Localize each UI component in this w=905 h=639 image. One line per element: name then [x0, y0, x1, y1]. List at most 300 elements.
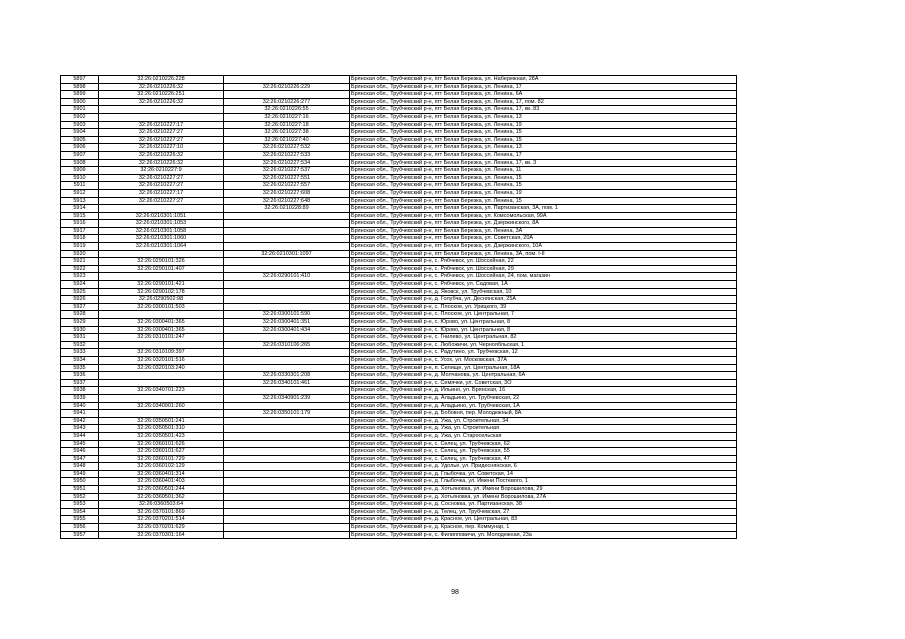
address-cell: Брянская обл., Трубчевский р-н, д. Бобовня, пер. Молодежный, 8А — [350, 410, 737, 418]
table-row — [61, 432, 737, 440]
address-cell: Брянская обл., Трубчевский р-н, пгт Белая Березка, ул. Ленина, 15 — [350, 136, 737, 144]
table-row — [61, 356, 737, 364]
address-cell: Брянская обл., Трубчевский р-н, пгт Белая Березка, ул. Ленина, 6А — [350, 91, 737, 99]
land-cadastral-number-cell — [99, 106, 224, 114]
building-cadastral-number-cell — [224, 334, 350, 342]
address-cell: Брянская обл., Трубчевский р-н, с. Рябчевск, ул. Шоссейная, 29 — [350, 265, 737, 273]
row-number-cell: 5937 — [61, 379, 99, 387]
row-number-cell: 5918 — [61, 235, 99, 243]
building-cadastral-number-cell: 32:26:0210227:532 — [224, 144, 350, 152]
row-number-cell: 5946 — [61, 448, 99, 456]
building-cadastral-number-cell: 32:26:0340101:461 — [224, 379, 350, 387]
table-row — [61, 121, 737, 129]
table-row — [61, 296, 737, 304]
land-cadastral-number-cell: 32:26:0210301:1064 — [99, 243, 224, 251]
address-cell: Брянская обл., Трубчевский р-н, пгт Белая Березка, ул. Ленина, 17, кв. 83 — [350, 106, 737, 114]
land-cadastral-number-cell: 32:26:0210227:27 — [99, 182, 224, 190]
building-cadastral-number-cell — [224, 508, 350, 516]
table-row — [61, 220, 737, 228]
building-cadastral-number-cell — [224, 220, 350, 228]
row-number-cell: 5942 — [61, 417, 99, 425]
land-cadastral-number-cell: 32:26:0300101:503 — [99, 303, 224, 311]
page-number: 98 — [451, 589, 459, 596]
table-row — [61, 425, 737, 433]
building-cadastral-number-cell — [224, 243, 350, 251]
land-cadastral-number-cell: 32:26:0360401:314 — [99, 470, 224, 478]
address-cell: Брянская обл., Трубчевский р-н, пгт Белая Березка, ул. Ленина, 19 — [350, 189, 737, 197]
building-cadastral-number-cell: 32:26:0210227:551 — [224, 174, 350, 182]
row-number-cell: 5902 — [61, 113, 99, 121]
land-cadastral-number-cell: 32:26:0370301:164 — [99, 531, 224, 539]
address-cell: Брянская обл., Трубчевский р-н, пгт Белая Березка, ул. Ленина, 15 — [350, 174, 737, 182]
row-number-cell: 5925 — [61, 288, 99, 296]
row-number-cell: 5954 — [61, 508, 99, 516]
address-cell: Брянская обл., Трубчевский р-н, пгт Белая Березка, ул. Ленина, 17 — [350, 151, 737, 159]
land-cadastral-number-cell: 32:26:0210226:251 — [99, 91, 224, 99]
row-number-cell: 5901 — [61, 106, 99, 114]
address-cell: Брянская обл., Трубчевский р-н, пгт Белая Березка, ул. Комсомольская, 99А — [350, 212, 737, 220]
table-row — [61, 258, 737, 266]
building-cadastral-number-cell — [224, 227, 350, 235]
address-cell: Брянская обл., Трубчевский р-н, с. Гнилево, ул. Центральная, 82 — [350, 334, 737, 342]
row-number-cell: 5955 — [61, 516, 99, 524]
land-cadastral-number-cell: 32:26:0350501:310 — [99, 425, 224, 433]
building-cadastral-number-cell — [224, 448, 350, 456]
table-row — [61, 167, 737, 175]
table-row — [61, 129, 737, 137]
address-cell: Брянская обл., Трубчевский р-н, п. Селище, ул. Центральная, 18А — [350, 364, 737, 372]
building-cadastral-number-cell — [224, 356, 350, 364]
land-cadastral-number-cell: 32:26:0210301:1060 — [99, 235, 224, 243]
row-number-cell: 5917 — [61, 227, 99, 235]
address-cell: Брянская обл., Трубчевский р-н, пгт Белая Березка, ул. Ленина, 13 — [350, 144, 737, 152]
land-cadastral-number-cell: 32:26:0290101:421 — [99, 281, 224, 289]
table-row — [61, 113, 737, 121]
address-cell: Брянская обл., Трубчевский р-н, д. Красное, ул. Центральная, 83 — [350, 516, 737, 524]
row-number-cell: 5953 — [61, 501, 99, 509]
building-cadastral-number-cell — [224, 76, 350, 84]
row-number-cell: 5908 — [61, 159, 99, 167]
row-number-cell: 5903 — [61, 121, 99, 129]
row-number-cell: 5939 — [61, 394, 99, 402]
address-cell: Брянская обл., Трубчевский р-н, пгт Белая Березка, ул. Ленина, 3А, пом. I-II — [350, 250, 737, 258]
row-number-cell: 5935 — [61, 364, 99, 372]
address-cell: Брянская обл., Трубчевский р-н, д. Глыбочка, ул. Советская, 14 — [350, 470, 737, 478]
land-cadastral-number-cell: 32:26:0210226:32 — [99, 159, 224, 167]
land-cadastral-number-cell: 32:26:0310109:397 — [99, 349, 224, 357]
land-cadastral-number-cell: 32:26:0210226:32 — [99, 83, 224, 91]
land-cadastral-number-cell: 32:26:0290502:98 — [99, 296, 224, 304]
land-cadastral-number-cell: 32:26:0290101:407 — [99, 265, 224, 273]
land-cadastral-number-cell: 32:26:0350501:423 — [99, 432, 224, 440]
building-cadastral-number-cell: 32:26:0340901:239 — [224, 394, 350, 402]
table-row — [61, 326, 737, 334]
address-cell: Брянская обл., Трубчевский р-н, пгт Белая Березка, ул. Ленина, 15 — [350, 197, 737, 205]
address-cell: Брянская обл., Трубчевский р-н, с. Селец, ул. Трубчевская, 62 — [350, 440, 737, 448]
land-cadastral-number-cell: 32:26:0320101:516 — [99, 356, 224, 364]
building-cadastral-number-cell: 32:26:0210227:534 — [224, 159, 350, 167]
land-cadastral-number-cell: 32:26:0360101:626 — [99, 440, 224, 448]
building-cadastral-number-cell: 32:26:0210227:16 — [224, 113, 350, 121]
building-cadastral-number-cell — [224, 417, 350, 425]
row-number-cell: 5927 — [61, 303, 99, 311]
address-cell: Брянская обл., Трубчевский р-н, с. Юрово, ул. Центральная, 8 — [350, 319, 737, 327]
table-row — [61, 235, 737, 243]
table-row — [61, 524, 737, 532]
table-row — [61, 136, 737, 144]
building-cadastral-number-cell: 32:26:0310106:265 — [224, 341, 350, 349]
building-cadastral-number-cell — [224, 212, 350, 220]
row-number-cell: 5904 — [61, 129, 99, 137]
land-cadastral-number-cell: 32:26:0210227:10 — [99, 144, 224, 152]
land-cadastral-number-cell — [99, 113, 224, 121]
row-number-cell: 5906 — [61, 144, 99, 152]
land-cadastral-number-cell: 32:26:0360503:64 — [99, 501, 224, 509]
table-row — [61, 182, 737, 190]
land-cadastral-number-cell: 32:26:0210227:17 — [99, 189, 224, 197]
table-row — [61, 159, 737, 167]
row-number-cell: 5922 — [61, 265, 99, 273]
address-cell: Брянская обл., Трубчевский р-н, д. Ужа, ул. Строительная, 34 — [350, 417, 737, 425]
address-cell: Брянская обл., Трубчевский р-н, пгт Белая Березка, ул. Ленина, 15 — [350, 182, 737, 190]
row-number-cell: 5921 — [61, 258, 99, 266]
table-row — [61, 349, 737, 357]
row-number-cell: 5928 — [61, 311, 99, 319]
land-cadastral-number-cell: 32:26:0370101:869 — [99, 508, 224, 516]
building-cadastral-number-cell — [224, 516, 350, 524]
table-row — [61, 410, 737, 418]
land-cadastral-number-cell: 32:26:0350501:241 — [99, 417, 224, 425]
row-number-cell: 5957 — [61, 531, 99, 539]
land-cadastral-number-cell — [99, 372, 224, 380]
building-cadastral-number-cell — [224, 486, 350, 494]
building-cadastral-number-cell: 32:26:0300401:434 — [224, 326, 350, 334]
row-number-cell: 5913 — [61, 197, 99, 205]
land-cadastral-number-cell: 32:26:0210301:1053 — [99, 220, 224, 228]
table-row — [61, 387, 737, 395]
land-cadastral-number-cell: 32:26:0340701:223 — [99, 387, 224, 395]
table-row — [61, 311, 737, 319]
building-cadastral-number-cell — [224, 524, 350, 532]
address-cell: Брянская обл., Трубчевский р-н, д. Яковск, ул. Трубчевская, 10 — [350, 288, 737, 296]
row-number-cell: 5915 — [61, 212, 99, 220]
address-cell: Брянская обл., Трубчевский р-н, д. Голубча, ул. Деснянская, 25А — [350, 296, 737, 304]
land-cadastral-number-cell: 32:26:0210227:17 — [99, 121, 224, 129]
building-cadastral-number-cell: 32:26:0290101:410 — [224, 273, 350, 281]
table-row — [61, 303, 737, 311]
address-cell: Брянская обл., Трубчевский р-н, пгт Белая Березка, ул. Советская, 20А — [350, 235, 737, 243]
table-row — [61, 205, 737, 213]
building-cadastral-number-cell — [224, 296, 350, 304]
land-cadastral-number-cell: 32:26:0210227:9 — [99, 167, 224, 175]
address-cell: Брянская обл., Трубчевский р-н, с. Филипповичи, ул. Молодежная, 23а — [350, 531, 737, 539]
address-cell: Брянская обл., Трубчевский р-н, пгт Белая Березка, ул. Ленина, 17, кв. 3 — [350, 159, 737, 167]
land-cadastral-number-cell — [99, 341, 224, 349]
address-cell: Брянская обл., Трубчевский р-н, пгт Белая Березка, ул. Партизанская, 3А, пом. 1 — [350, 205, 737, 213]
table-row — [61, 516, 737, 524]
address-cell: Брянская обл., Трубчевский р-н, д. Аладьино, ул. Трубчевская, 1А — [350, 402, 737, 410]
address-cell: Брянская обл., Трубчевский р-н, пгт Белая Березка, ул. Дзержинского, 8А — [350, 220, 737, 228]
address-cell: Брянская обл., Трубчевский р-н, пгт Белая Березка, ул. Дзержинского, 10А — [350, 243, 737, 251]
address-cell: Брянская обл., Трубчевский р-н, д. Ужа, ул. Строительная — [350, 425, 737, 433]
address-cell: Брянская обл., Трубчевский р-н, пгт Белая Березка, ул. Ленина, 15 — [350, 129, 737, 137]
row-number-cell: 5912 — [61, 189, 99, 197]
row-number-cell: 5897 — [61, 76, 99, 84]
land-cadastral-number-cell: 32:26:0360401:403 — [99, 478, 224, 486]
row-number-cell: 5916 — [61, 220, 99, 228]
building-cadastral-number-cell — [224, 235, 350, 243]
building-cadastral-number-cell — [224, 258, 350, 266]
building-cadastral-number-cell: 32:26:0210227:38 — [224, 129, 350, 137]
building-cadastral-number-cell: 32:26:0330301:208 — [224, 372, 350, 380]
address-cell: Брянская обл., Трубчевский р-н, с. Рябчевск, ул. Шоссейная, 22 — [350, 258, 737, 266]
building-cadastral-number-cell: 32:26:0300401:351 — [224, 319, 350, 327]
address-cell: Брянская обл., Трубчевский р-н, д. Ужа, ул. Старосельская — [350, 432, 737, 440]
address-cell: Брянская обл., Трубчевский р-н, д. Удолье, ул. Придеснянская, 6 — [350, 463, 737, 471]
building-cadastral-number-cell — [224, 493, 350, 501]
building-cadastral-number-cell — [224, 281, 350, 289]
land-cadastral-number-cell — [99, 250, 224, 258]
row-number-cell: 5924 — [61, 281, 99, 289]
building-cadastral-number-cell: 32:26:0300101:590 — [224, 311, 350, 319]
table-row — [61, 76, 737, 84]
address-cell: Брянская обл., Трубчевский р-н, с. Рябчевск, ул. Садовая, 1А — [350, 281, 737, 289]
land-cadastral-number-cell: 32:26:0210227:27 — [99, 174, 224, 182]
land-cadastral-number-cell: 32:26:0210227:27 — [99, 197, 224, 205]
land-cadastral-number-cell: 32:26:0300401:365 — [99, 319, 224, 327]
land-cadastral-number-cell: 32:26:0300401:365 — [99, 326, 224, 334]
address-cell: Брянская обл., Трубчевский р-н, пгт Белая Березка, ул. Ленина, 17, пом. 82 — [350, 98, 737, 106]
address-cell: Брянская обл., Трубчевский р-н, д. Хотьяновка, ул. Имени Ворошилова, 27А — [350, 493, 737, 501]
row-number-cell: 5948 — [61, 463, 99, 471]
address-cell: Брянская обл., Трубчевский р-н, с. Любожичи, ул. Черноябльская, 1 — [350, 341, 737, 349]
row-number-cell: 5947 — [61, 455, 99, 463]
row-number-cell: 5910 — [61, 174, 99, 182]
table-row — [61, 417, 737, 425]
address-cell: Брянская обл., Трубчевский р-н, с. Семячки, ул. Советская, 3О — [350, 379, 737, 387]
address-cell: Брянская обл., Трубчевский р-н, с. Селец, ул. Трубчевская, 47 — [350, 455, 737, 463]
land-cadastral-number-cell: 32:26:0360101:729 — [99, 455, 224, 463]
address-cell: Брянская обл., Трубчевский р-н, д. Молчанова, ул. Центральная, 6А — [350, 372, 737, 380]
building-cadastral-number-cell — [224, 288, 350, 296]
land-cadastral-number-cell: 32:26:0310101:247 — [99, 334, 224, 342]
table-row — [61, 402, 737, 410]
land-cadastral-number-cell: 32:26:0210226:32 — [99, 151, 224, 159]
address-cell: Брянская обл., Трубчевский р-н, пгт Белая Березка, ул. Ленина, 17 — [350, 83, 737, 91]
land-cadastral-number-cell: 32:26:0360102:129 — [99, 463, 224, 471]
table-row — [61, 144, 737, 152]
table-row — [61, 197, 737, 205]
table-row — [61, 265, 737, 273]
table-row — [61, 478, 737, 486]
building-cadastral-number-cell — [224, 531, 350, 539]
table-row — [61, 440, 737, 448]
row-number-cell: 5943 — [61, 425, 99, 433]
row-number-cell: 5930 — [61, 326, 99, 334]
address-cell: Брянская обл., Трубчевский р-н, пгт Белая Березка, ул. Ленина, 19 — [350, 121, 737, 129]
land-cadastral-number-cell — [99, 205, 224, 213]
table-row — [61, 151, 737, 159]
land-cadastral-number-cell: 32:26:0360101:627 — [99, 448, 224, 456]
row-number-cell: 5926 — [61, 296, 99, 304]
address-cell: Брянская обл., Трубчевский р-н, пгт Белая Березка, ул. Ленина, 11 — [350, 167, 737, 175]
building-cadastral-number-cell — [224, 402, 350, 410]
address-cell: Брянская обл., Трубчевский р-н, д. Красное, пер. Коммунар, 1 — [350, 524, 737, 532]
row-number-cell: 5933 — [61, 349, 99, 357]
table-row — [61, 486, 737, 494]
land-cadastral-number-cell: 32:26:0210301:1051 — [99, 212, 224, 220]
address-cell: Брянская обл., Трубчевский р-н, д. Сосновка, ул. Партизанская, 38 — [350, 501, 737, 509]
table-row — [61, 83, 737, 91]
building-cadastral-number-cell — [224, 425, 350, 433]
address-cell: Брянская обл., Трубчевский р-н, пгт Белая Березка, ул. Ленина, 13 — [350, 113, 737, 121]
land-cadastral-number-cell: 32:26:0340901:260 — [99, 402, 224, 410]
row-number-cell: 5907 — [61, 151, 99, 159]
table-row — [61, 250, 737, 258]
building-cadastral-number-cell: 32:26:0210227:533 — [224, 151, 350, 159]
row-number-cell: 5952 — [61, 493, 99, 501]
row-number-cell: 5899 — [61, 91, 99, 99]
building-cadastral-number-cell — [224, 463, 350, 471]
building-cadastral-number-cell: 32:26:0210227:40 — [224, 136, 350, 144]
row-number-cell: 5932 — [61, 341, 99, 349]
land-cadastral-number-cell: 32:26:0290102:178 — [99, 288, 224, 296]
land-cadastral-number-cell: 32:26:0210227:27 — [99, 129, 224, 137]
row-number-cell: 5920 — [61, 250, 99, 258]
row-number-cell: 5914 — [61, 205, 99, 213]
building-cadastral-number-cell — [224, 501, 350, 509]
building-cadastral-number-cell: 32:26:0210227:18 — [224, 121, 350, 129]
land-cadastral-number-cell: 32:26:0210301:1058 — [99, 227, 224, 235]
table-row — [61, 334, 737, 342]
table-row — [61, 212, 737, 220]
building-cadastral-number-cell — [224, 364, 350, 372]
table-row — [61, 227, 737, 235]
row-number-cell: 5905 — [61, 136, 99, 144]
land-cadastral-number-cell: 32:26:0320103:240 — [99, 364, 224, 372]
address-cell: Брянская обл., Трубчевский р-н, с. Селец, ул. Трубчевская, 55 — [350, 448, 737, 456]
table-row — [61, 531, 737, 539]
building-cadastral-number-cell: 32:26:0210301:1097 — [224, 250, 350, 258]
land-cadastral-number-cell: 32:26:0210226:228 — [99, 76, 224, 84]
address-cell: Брянская обл., Трубчевский р-н, д. Аладьино, ул. Трубчевская, 22 — [350, 394, 737, 402]
address-cell: Брянская обл., Трубчевский р-н, с. Усох, ул. Московская, 37А — [350, 356, 737, 364]
address-cell: Брянская обл., Трубчевский р-н, с. Плоское, ул. Урицкого, 39 — [350, 303, 737, 311]
row-number-cell: 5934 — [61, 356, 99, 364]
land-cadastral-number-cell: 32:26:0360501:362 — [99, 493, 224, 501]
row-number-cell: 5950 — [61, 478, 99, 486]
building-cadastral-number-cell — [224, 455, 350, 463]
land-cadastral-number-cell: 32:26:0210226:32 — [99, 98, 224, 106]
land-cadastral-number-cell: 32:26:0360501:244 — [99, 486, 224, 494]
table-row — [61, 364, 737, 372]
property-register-table — [60, 75, 737, 539]
table-row — [61, 319, 737, 327]
land-cadastral-number-cell — [99, 379, 224, 387]
building-cadastral-number-cell — [224, 440, 350, 448]
table-row — [61, 470, 737, 478]
table-body — [61, 76, 737, 539]
row-number-cell: 5949 — [61, 470, 99, 478]
table-row — [61, 448, 737, 456]
building-cadastral-number-cell — [224, 303, 350, 311]
table-row — [61, 273, 737, 281]
table-row — [61, 455, 737, 463]
table-row — [61, 493, 737, 501]
row-number-cell: 5931 — [61, 334, 99, 342]
address-cell: Брянская обл., Трубчевский р-н, с. Радутино, ул. Трубчевская, 12 — [350, 349, 737, 357]
row-number-cell: 5940 — [61, 402, 99, 410]
building-cadastral-number-cell — [224, 470, 350, 478]
building-cadastral-number-cell: 32:26:0210226:277 — [224, 98, 350, 106]
table-row — [61, 341, 737, 349]
building-cadastral-number-cell: 32:26:0210228:89 — [224, 205, 350, 213]
building-cadastral-number-cell: 32:26:0210227:557 — [224, 182, 350, 190]
table-row — [61, 106, 737, 114]
row-number-cell: 5945 — [61, 440, 99, 448]
row-number-cell: 5923 — [61, 273, 99, 281]
row-number-cell: 5936 — [61, 372, 99, 380]
table-row — [61, 98, 737, 106]
table-row — [61, 379, 737, 387]
building-cadastral-number-cell — [224, 349, 350, 357]
table-row — [61, 394, 737, 402]
building-cadastral-number-cell — [224, 265, 350, 273]
building-cadastral-number-cell — [224, 91, 350, 99]
table-row — [61, 189, 737, 197]
address-cell: Брянская обл., Трубчевский р-н, д. Ильино, ул. Брянская, 16 — [350, 387, 737, 395]
building-cadastral-number-cell — [224, 478, 350, 486]
land-cadastral-number-cell — [99, 394, 224, 402]
row-number-cell: 5909 — [61, 167, 99, 175]
row-number-cell: 5919 — [61, 243, 99, 251]
building-cadastral-number-cell: 32:26:0210226:229 — [224, 83, 350, 91]
address-cell: Брянская обл., Трубчевский р-н, д. Хотьяновка, ул. Имени Ворошилова, 29 — [350, 486, 737, 494]
building-cadastral-number-cell — [224, 432, 350, 440]
land-cadastral-number-cell: 32:26:0370201:514 — [99, 516, 224, 524]
address-cell: Брянская обл., Трубчевский р-н, д. Телец, ул. Трубчевская, 27 — [350, 508, 737, 516]
building-cadastral-number-cell: 32:26:0210226:55 — [224, 106, 350, 114]
table-row — [61, 501, 737, 509]
building-cadastral-number-cell: 32:26:0210227:537 — [224, 167, 350, 175]
address-cell: Брянская обл., Трубчевский р-н, пгт Белая Березка, ул. Набережная, 28А — [350, 76, 737, 84]
table-row — [61, 463, 737, 471]
building-cadastral-number-cell: 32:26:0210227:608 — [224, 189, 350, 197]
row-number-cell: 5911 — [61, 182, 99, 190]
row-number-cell: 5938 — [61, 387, 99, 395]
row-number-cell: 5944 — [61, 432, 99, 440]
row-number-cell: 5956 — [61, 524, 99, 532]
address-cell: Брянская обл., Трубчевский р-н, с. Рябчевск, ул. Шоссейная, 24, пом. магазин — [350, 273, 737, 281]
table-row — [61, 372, 737, 380]
table-row — [61, 281, 737, 289]
row-number-cell: 5941 — [61, 410, 99, 418]
building-cadastral-number-cell — [224, 387, 350, 395]
land-cadastral-number-cell: 32:26:0210227:27 — [99, 136, 224, 144]
row-number-cell: 5951 — [61, 486, 99, 494]
address-cell: Брянская обл., Трубчевский р-н, д. Глыбочка, ул. Имени Постевого, 1 — [350, 478, 737, 486]
address-cell: Брянская обл., Трубчевский р-н, с. Плоское, ул. Центральная, 7 — [350, 311, 737, 319]
land-cadastral-number-cell: 32:26:0370201:629 — [99, 524, 224, 532]
land-cadastral-number-cell — [99, 311, 224, 319]
table-row — [61, 91, 737, 99]
building-cadastral-number-cell: 32:26:0210227:648 — [224, 197, 350, 205]
address-cell: Брянская обл., Трубчевский р-н, пгт Белая Березка, ул. Ленина, 3А — [350, 227, 737, 235]
address-cell: Брянская обл., Трубчевский р-н, с. Юрово, ул. Центральная, 8 — [350, 326, 737, 334]
table-row — [61, 243, 737, 251]
table-row — [61, 508, 737, 516]
land-cadastral-number-cell — [99, 410, 224, 418]
